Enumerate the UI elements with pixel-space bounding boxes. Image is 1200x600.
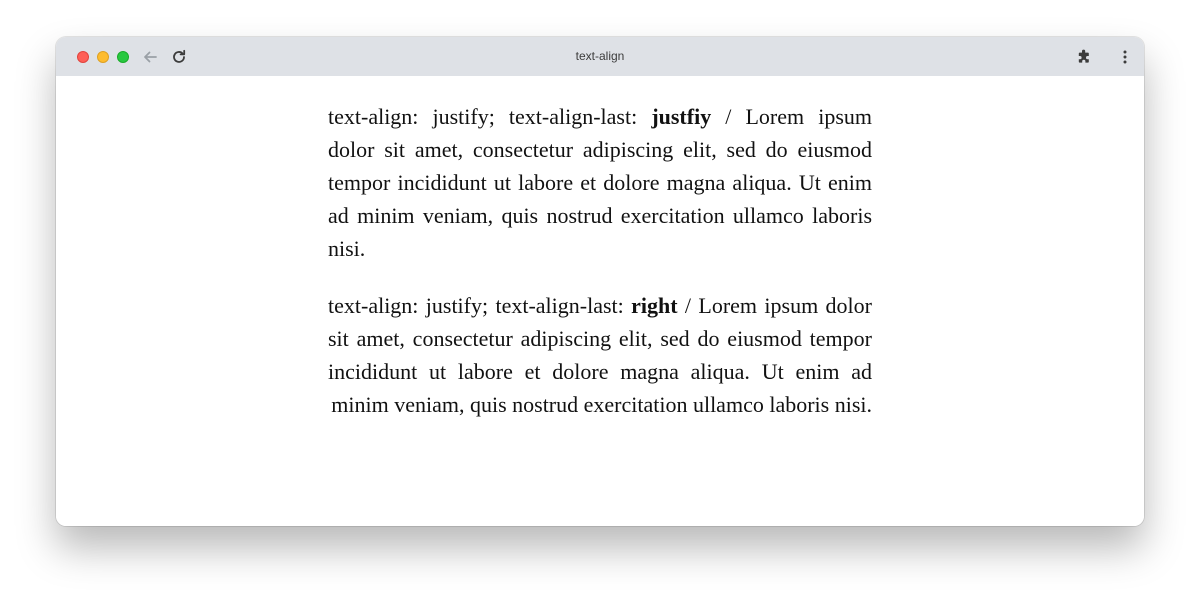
paragraph-emphasis: justfiy xyxy=(651,104,712,129)
tab-title: text-align xyxy=(575,49,625,63)
page-content xyxy=(56,76,1144,526)
browser-menu-button[interactable] xyxy=(1115,47,1135,67)
puzzle-icon xyxy=(1076,49,1092,65)
paragraph-emphasis: right xyxy=(631,293,678,318)
kebab-menu-icon xyxy=(1117,49,1133,65)
paragraph-body: / Lorem ipsum dolor sit amet, consectetur adipiscing elit, sed do eiusmod tempor incididunt ut labore et dolore magna aliqua. Ut enim ad minim veniam, quis nostrud exercitation ullamco laboris nisi. xyxy=(328,104,872,261)
paragraph-prefix: text-align: justify; text-align-last: xyxy=(328,293,632,318)
extensions-button[interactable] xyxy=(1074,47,1094,67)
browser-window xyxy=(56,37,1144,526)
paragraph-body: / Lorem ipsum dolor sit amet, consectetur adipiscing elit, sed do eiusmod tempor incididunt ut labore et dolore magna aliqua. Ut enim ad minim veniam, quis nostrud exercitation ullamco laboris nisi. xyxy=(328,293,872,417)
paragraph-prefix: text-align: justify; text-align-last: xyxy=(328,104,652,129)
paragraph-right xyxy=(328,289,872,421)
title-bar xyxy=(56,37,1144,76)
paragraph-justify xyxy=(328,100,872,265)
